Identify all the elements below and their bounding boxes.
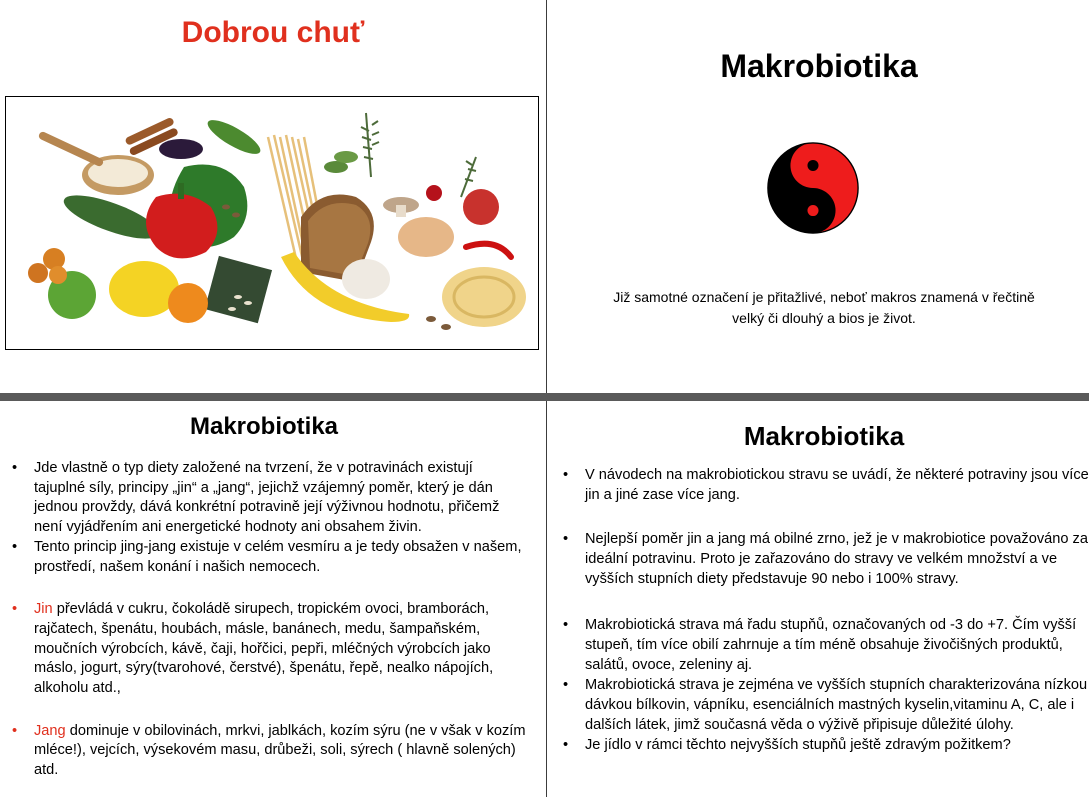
list-item-jin xyxy=(12,600,527,699)
egg xyxy=(398,217,454,257)
slide-title: Makrobiotika xyxy=(743,421,905,451)
garlic xyxy=(342,259,390,299)
list-item: • Jde vlastně o typ diety založené na tvrzení, že v potravinách existují tajuplné síly, principy „jin“ a „jang“, jejichž vzájemný poměr, který je dán jednou provždy, dává konkrétní potravině její výživnou hodnotu, přičemž není vyjádřením ani energetické hodnoty ani obsahem živin. xyxy=(12,459,527,538)
list-item: • Makrobiotická strava je zejména ve vyšších stupních charakterizována nízkou dávkou bílkovin, vápníku, esenciálních mastných kyselin,vitaminu A, C, ale i dalších látek, jimž současná věda o výživě připisuje důležité úlohy. xyxy=(563,675,1089,735)
slide-makrobiotika-stupne xyxy=(549,401,1089,797)
list-spacer xyxy=(563,589,1089,615)
yin-yang-icon xyxy=(767,142,859,234)
mushroom xyxy=(383,197,419,217)
list-item: • Tento princip jing-jang existuje v celém vesmíru a je tedy obsažen v našem, prostředí, našem konání i našich nemocech. xyxy=(12,538,527,577)
list-item-jang xyxy=(12,722,527,781)
jin-label: Jin xyxy=(34,601,53,618)
lemon xyxy=(109,261,179,317)
slide-title: Makrobiotika xyxy=(720,48,918,84)
jang-text: dominuje v obilovinách, mrkvi, jablkách, kozím sýru (ne v však v kozím mléce!), vejcích, výsekovém masu, drůbeži, soli, sýrech ( hlavně solených) atd. xyxy=(34,722,526,779)
list-spacer xyxy=(12,577,527,600)
horizontal-divider xyxy=(0,393,1089,401)
eggplant xyxy=(159,139,203,159)
intro-line: Již samotné označení je přitažlivé, neboť makros znamená v řečtině xyxy=(613,289,1035,305)
bullet-list xyxy=(12,459,527,781)
rosemary-sprig xyxy=(361,113,476,197)
orange xyxy=(168,283,208,323)
list-spacer xyxy=(12,699,527,722)
slide-title: Makrobiotika xyxy=(189,413,339,440)
food-collage-image xyxy=(5,96,539,350)
intro-line: velký či dlouhý a bios je život. xyxy=(732,310,916,326)
intro-text xyxy=(579,287,1069,329)
slide-makrobiotika-jin-jang xyxy=(0,401,546,797)
food-collage-illustration xyxy=(6,97,538,349)
jin-text: převládá v cukru, čokoládě sirupech, tropickém ovoci, bramborách, rajčatech, špenátu, houbách, másle, banánech, medu, šampaňském, moučních výrobcích, kávě, čaji, hořčici, pepři, mléčných výrobcích jako máslo, jogurt, sýry(tvarohové, čerstvé), špenátu, řepě, nealko nápojích, alkoholu atd., xyxy=(34,601,494,697)
nori-sheet xyxy=(205,256,272,323)
slide-dobrou-chut xyxy=(0,0,546,393)
list-spacer xyxy=(563,505,1089,529)
list-item: • Nejlepší poměr jin a jang má obilné zrno, jež je v makrobiotice považováno za ideální potravinu. Proto je zařazováno do stravy ve velkém množství a ve vyšších stupních diety představuje 90 nebo i 100% stravy. xyxy=(563,529,1089,589)
jang-label: Jang xyxy=(34,722,66,739)
cherry xyxy=(426,185,442,201)
bullet-list xyxy=(563,465,1089,755)
red-apple xyxy=(463,189,499,225)
slide-title: Dobrou chuť xyxy=(181,16,365,49)
slide-makrobiotika-intro xyxy=(549,0,1089,393)
list-item: • V návodech na makrobiotickou stravu se uvádí, že některé potraviny jsou více jin a jiné zase více jang. xyxy=(563,465,1089,505)
list-item: • Makrobiotická strava má řadu stupňů, označovaných od -3 do +7. Čím vyšší stupeň, tím více obilí zahrnuje a tím méně obsahuje živočišných produktů, salátů, ovoce, zeleniny aj. xyxy=(563,615,1089,675)
list-item: • Je jídlo v rámci těchto nejvyšších stupňů ještě zdravým požitkem? xyxy=(563,735,1089,755)
